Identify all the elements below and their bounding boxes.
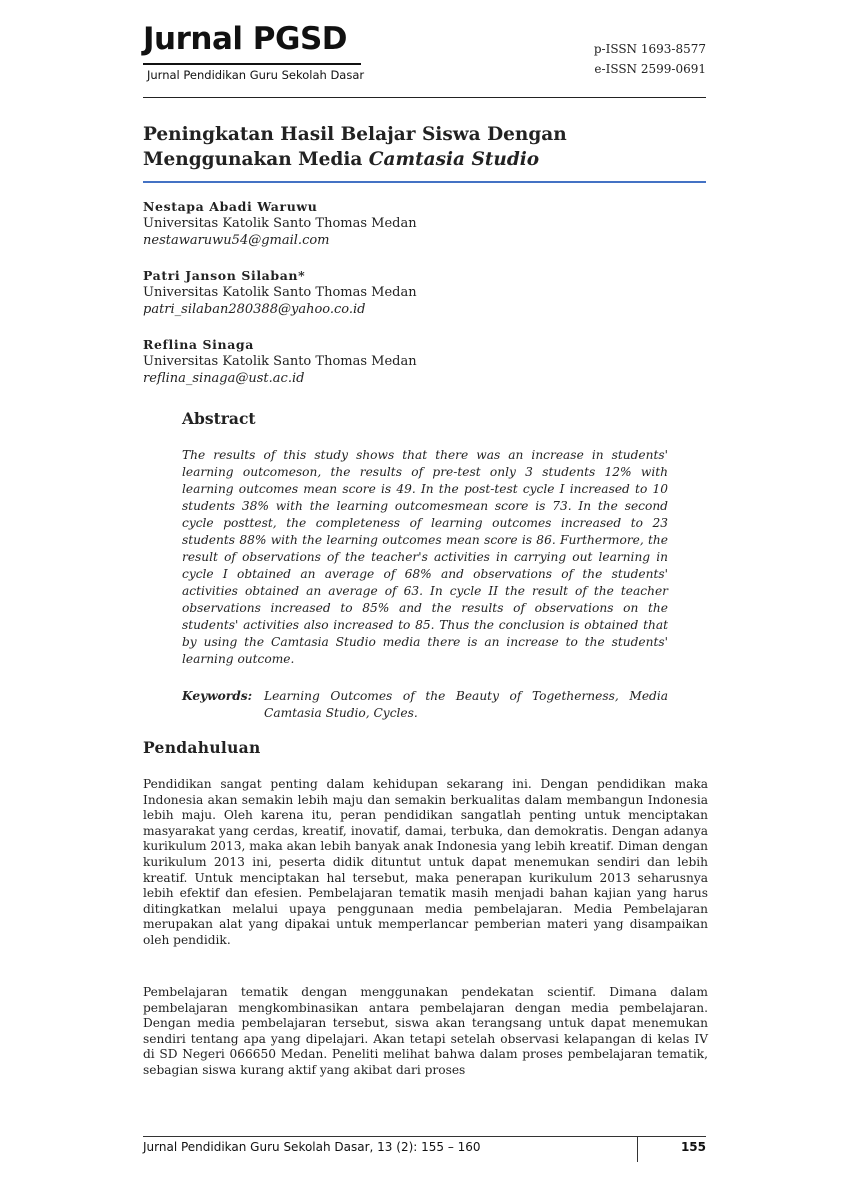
journal-subtitle: Jurnal Pendidikan Guru Sekolah Dasar	[147, 68, 365, 82]
keywords	[182, 688, 668, 722]
author-affiliation: Universitas Katolik Santo Thomas Medan	[143, 216, 417, 231]
title-divider	[143, 181, 706, 183]
footer-divider	[143, 1136, 706, 1137]
keywords-value: Learning Outcomes of the Beauty of Togetherness, Media Camtasia Studio, Cycles.	[264, 689, 668, 720]
author-affiliation: Universitas Katolik Santo Thomas Medan	[143, 354, 417, 369]
article-title-line1: Peningkatan Hasil Belajar Siswa Dengan	[143, 124, 567, 145]
body-paragraph: Pembelajaran tematik dengan menggunakan pendekatan scientif. Dimana dalam pembelajaran mengkombinasikan antara pembelajaran dengan media pembelajaran. Dengan media pembelajaran tersebut, siswa akan terangsang untuk dapat menemukan sendiri tentang apa yang dipelajari. Akan tetapi setelah observasi kelapangan di kelas IV di SD Negeri 066650 Medan. Peneliti melihat bahwa dalam proses pembelajaran tematik, sebagian siswa kurang aktif yang akibat dari proses	[143, 985, 708, 1077]
section-heading-introduction: Pendahuluan	[143, 738, 261, 757]
e-issn: e-ISSN 2599-0691	[594, 62, 706, 76]
author-email: reflina_sinaga@ust.ac.id	[143, 371, 305, 386]
header-divider	[143, 97, 706, 98]
author-email: patri_silaban280388@yahoo.co.id	[143, 302, 366, 317]
journal-name-underline	[143, 63, 361, 65]
article-title-line2	[143, 147, 706, 172]
keywords-label: Keywords:	[182, 689, 253, 703]
author-block	[143, 336, 417, 387]
abstract-text: The results of this study shows that there was an increase in students' learning outcomeson, the results of pre-test only 3 students 12% with learning outcomes mean score is 49. In the post-test cycle I increased to 10 students 38% with the learning outcomesmean score is 73. In the second cycle posttest, the completeness of learning outcomes increased to 23 students 88% with the learning outcomes mean score is 86. Furthermore, the result of observations of the teacher's activities in carrying out learning in cycle I obtained an average of 68% and observations of the students' activities obtained an average of 63. In cycle II the result of the teacher observations increased to 85% and the results of observations on the students' activities also increased to 85. Thus the conclusion is obtained that by using the Camtasia Studio media there is an increase to the students' learning outcome.	[182, 448, 668, 666]
author-name: Nestapa Abadi Waruwu	[143, 199, 318, 214]
article-title-line2-italic: Camtasia Studio	[368, 149, 540, 170]
author-name: Patri Janson Silaban*	[143, 268, 306, 283]
article-title-line2-prefix: Menggunakan Media	[143, 149, 369, 170]
author-name: Reflina Sinaga	[143, 337, 254, 352]
journal-name: Jurnal PGSD	[143, 21, 348, 57]
author-block	[143, 267, 417, 318]
body-paragraph: Pendidikan sangat penting dalam kehidupan sekarang ini. Dengan pendidikan maka Indonesia akan semakin lebih maju dan semakin berkualitas dalam membangun Indonesia lebih maju. Oleh karena itu, peran pendidikan sangatlah penting untuk menciptakan masyarakat yang cerdas, kreatif, inovatif, damai, terbuka, dan demokratis. Dengan adanya kurikulum 2013, maka akan lebih banyak anak Indonesia yang lebih kreatif. Diman dengan kurikulum 2013 ini, peserta didik dituntut untuk dapat menemukan sendiri dan lebih kreatif. Untuk menciptakan hal tersebut, maka penerapan kurikulum 2013 seharusnya lebih efektif dan efesien. Pembelajaran tematik masih menjadi bahan kajian yang harus ditingkatkan melalui upaya penggunaan media pembelajaran. Media Pembelajaran merupakan alat yang dipakai untuk memperlancar pemberian materi yang disampaikan oleh pendidik.	[143, 777, 708, 947]
p-issn: p-ISSN 1693-8577	[593, 42, 706, 56]
author-affiliation: Universitas Katolik Santo Thomas Medan	[143, 285, 417, 300]
article-title	[143, 122, 706, 172]
abstract-heading: Abstract	[182, 409, 256, 428]
footer-citation: Jurnal Pendidikan Guru Sekolah Dasar, 13 (2): 155 – 160	[143, 1140, 481, 1154]
author-email: nestawaruwu54@gmail.com	[143, 233, 330, 248]
footer-separator	[637, 1136, 638, 1162]
page-number: 155	[680, 1140, 706, 1154]
author-block	[143, 198, 417, 249]
